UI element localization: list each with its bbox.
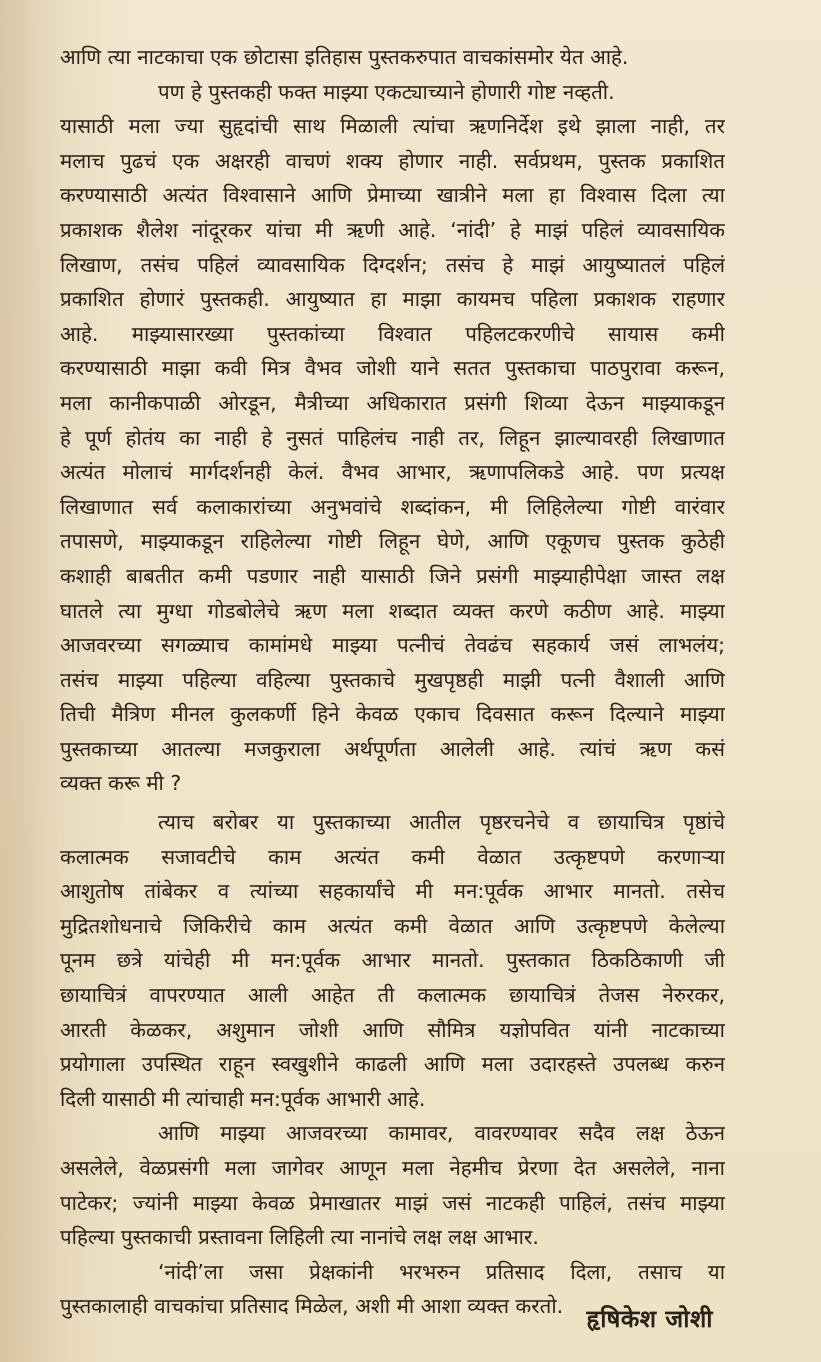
text-line: प्रकाशक शैलेश नांदूरकर यांचा मी ऋणी आहे. ‘नांदी’ हे माझं पहिलं व्यावसायिक <box>60 217 725 242</box>
text-line: दिली यासाठी मी त्यांचाही मन:पूर्वक आभारी आहे. <box>60 1086 426 1111</box>
text-line: कलात्मक सजावटीचे काम अत्यंत कमी वेळात उत्कृष्टपणे करणाऱ्या <box>60 844 725 869</box>
text-line: करण्यासाठी अत्यंत विश्वासाने आणि प्रेमाच्या खात्रीने मला हा विश्वास दिला त्या <box>60 183 725 208</box>
text-line: आजवरच्या सगळ्याच कामांमधे माझ्या पत्नीचं तेवढंच सहकार्य जसं लाभलंय; <box>60 633 725 658</box>
text-line: पूनम छत्रे यांचेही मी मन:पूर्वक आभार मानतो. पुस्तकात ठिकठिकाणी जी <box>60 948 725 973</box>
text-line: तसंच माझ्या पहिल्या वहिल्या पुस्तकाचे मुखपृष्ठही माझी पत्नी वैशाली आणि <box>60 667 725 692</box>
text-line: तिची मैत्रिण मीनल कुलकर्णी हिने केवळ एकाच दिवसात करून दिल्याने माझ्या <box>60 702 725 727</box>
text-line: त्याच बरोबर या पुस्तकाच्या आतील पृष्ठरचनेचे व छायाचित्र पृष्ठांचे <box>158 810 725 835</box>
text-line: मला कानीकपाळी ओरडून, मैत्रीच्या अधिकारात प्रसंगी शिव्या देऊन माझ्याकडून <box>60 390 725 415</box>
text-line: आहे. माझ्यासारख्या पुस्तकांच्या विश्वात पहिलटकरणीचे सायास कमी <box>60 321 725 346</box>
paragraph-4 <box>60 1116 725 1254</box>
text-line: पहिल्या पुस्तकाची प्रस्तावना लिहिली त्या नानांचे लक्ष लक्ष आभार. <box>60 1225 539 1250</box>
text-line: प्रयोगाला उपस्थित राहून स्वखुशीने काढली आणि मला उदारहस्ते उपलब्ध करुन <box>60 1052 725 1077</box>
paragraph-1 <box>60 40 725 75</box>
text-line: करण्यासाठी माझा कवी मित्र वैभव जोशी याने सतत पुस्तकाचा पाठपुरावा करून, <box>60 356 725 381</box>
text-line: घातले त्या मुग्धा गोडबोलेचे ऋण मला शब्दात व्यक्त करणे कठीण आहे. माझ्या <box>60 598 725 623</box>
text-line: लिखाण, तसंच पहिलं व्यावसायिक दिग्दर्शन; तसंच हे माझं आयुष्यातलं पहिलं <box>60 252 725 277</box>
text-line: तपासणे, माझ्याकडून राहिलेल्या गोष्टी लिहून घेणे, आणि एकूणच पुस्तक कुठेही <box>60 529 725 554</box>
body-text <box>60 40 725 1324</box>
text-line: आणि त्या नाटकाचा एक छोटासा इतिहास पुस्तकरुपात वाचकांसमोर येत आहे. <box>60 45 629 69</box>
paragraph-3 <box>60 805 725 1116</box>
text-line: असलेले, वेळप्रसंगी मला जागेवर आणून मला नेहमीच प्रेरणा देत असलेले, नाना <box>60 1156 725 1180</box>
text-line: प्रकाशित होणारं पुस्तकही. आयुष्यात हा माझा कायमच पहिला प्रकाशक राहणार <box>60 287 725 312</box>
text-line: लिखाणात सर्व कलाकारांच्या अनुभवांचे शब्दांकन, मी लिहिलेल्या गोष्टी वारंवार <box>60 494 725 519</box>
text-line: आरती केळकर, अशुमान जोशी आणि सौमित्र यज्ञोपवित यांनी नाटकाच्या <box>60 1017 725 1042</box>
text-line: आणि माझ्या आजवरच्या कामावर, वावरण्यावर सदैव लक्ष ठेऊन <box>158 1121 725 1146</box>
text-line: छायाचित्रं वापरण्यात आली आहेत ती कलात्मक छायाचित्रं तेजस नेरुरकर, <box>60 983 725 1008</box>
paragraph-2 <box>60 75 725 801</box>
text-line: यासाठी मला ज्या सुहृदांची साथ मिळाली त्यांचा ऋणनिर्देश इथे झाला नाही, तर <box>60 114 725 139</box>
text-line: मुद्रितशोधनाचे जिकिरीचे काम अत्यंत कमी वेळात आणि उत्कृष्टपणे केलेल्या <box>60 913 725 938</box>
text-line: कशाही बाबतीत कमी पडणार नाही यासाठी जिने प्रसंगी माझ्याहीपेक्षा जास्त लक्ष <box>60 563 725 588</box>
text-line: मलाच पुढचं एक अक्षरही वाचणं शक्य होणार नाही. सर्वप्रथम, पुस्तक प्रकाशित <box>60 148 725 173</box>
text-line: पुस्तकाच्या आतल्या मजकुराला अर्थपूर्णता आलेली आहे. त्यांचं ऋण कसं <box>60 736 725 761</box>
text-line: व्यक्त करू मी ? <box>60 771 182 796</box>
text-line: ‘नांदी’ला जसा प्रेक्षकांनी भरभरुन प्रतिसाद दिला, तसाच या <box>158 1259 725 1284</box>
text-line: आशुतोष तांबेकर व त्यांच्या सहकार्यांचे मी मन:पूर्वक आभार मानतो. तसेच <box>60 879 725 904</box>
text-line: पण हे पुस्तकही फक्त माझ्या एकट्याच्याने होणारी गोष्ट नव्हती. <box>158 79 615 104</box>
text-line: पाटेकर; ज्यांनी माझ्या केवळ प्रेमाखातर माझं जसं नाटकही पाहिलं, तसंच माझ्या <box>60 1190 725 1215</box>
text-line: हे पूर्ण होतंय का नाही हे नुसतं पाहिलंच नाही तर, लिहून झाल्यावरही लिखाणात <box>60 425 725 450</box>
text-line: अत्यंत मोलाचं मार्गदर्शनही केलं. वैभव आभार, ऋणापलिकडे आहे. पण प्रत्यक्ष <box>60 460 725 485</box>
text-line: पुस्तकालाही वाचकांचा प्रतिसाद मिळेल, अशी मी आशा व्यक्त करतो. <box>60 1294 564 1319</box>
author-signature: हृषिकेश जोशी <box>586 1305 713 1333</box>
